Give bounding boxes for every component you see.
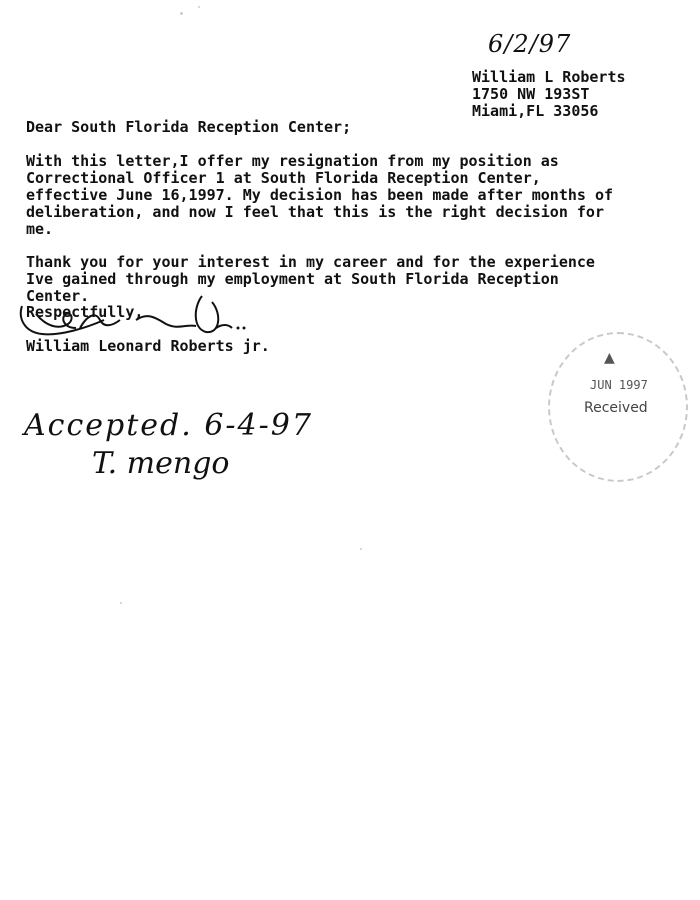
scan-speck [198, 6, 200, 8]
paragraph1-line: me. [26, 220, 54, 238]
sender-name: William L Roberts [472, 68, 626, 86]
handwritten-initials: T. mengo [92, 446, 230, 481]
received-stamp [548, 332, 688, 482]
handwritten-date: 6/2/97 [488, 30, 572, 58]
paragraph2-line: Center. [26, 287, 90, 305]
signature-name: William Leonard Roberts jr. [26, 337, 270, 355]
scan-speck [120, 602, 122, 604]
paragraph1-line: With this letter,I offer my resignation from my position as [26, 152, 559, 170]
closing: Respectfully, [26, 303, 144, 321]
scan-speck [360, 548, 362, 550]
salutation: Dear South Florida Reception Center; [26, 118, 352, 136]
stamp-label: Received [584, 400, 648, 416]
paragraph1-line: Correctional Officer 1 at South Florida Reception Center, [26, 169, 541, 187]
paragraph2-line: Thank you for your interest in my career and for the experience [26, 253, 595, 271]
stamp-logo-icon: ▲ [604, 350, 615, 366]
scan-speck [180, 12, 183, 15]
handwritten-acceptance: Accepted. 6-4-97 [24, 408, 313, 443]
paragraph1-line: effective June 16,1997. My decision has been made after months of [26, 186, 613, 204]
handwritten-signature [16, 284, 256, 344]
paragraph2-line: Ive gained through my employment at South Florida Reception [26, 270, 559, 288]
sender-city: Miami,FL 33056 [472, 102, 599, 120]
paragraph1-line: deliberation, and now I feel that this is the right decision for [26, 203, 604, 221]
stamp-date: JUN 1997 [590, 378, 648, 392]
sender-street: 1750 NW 193ST [472, 85, 590, 103]
